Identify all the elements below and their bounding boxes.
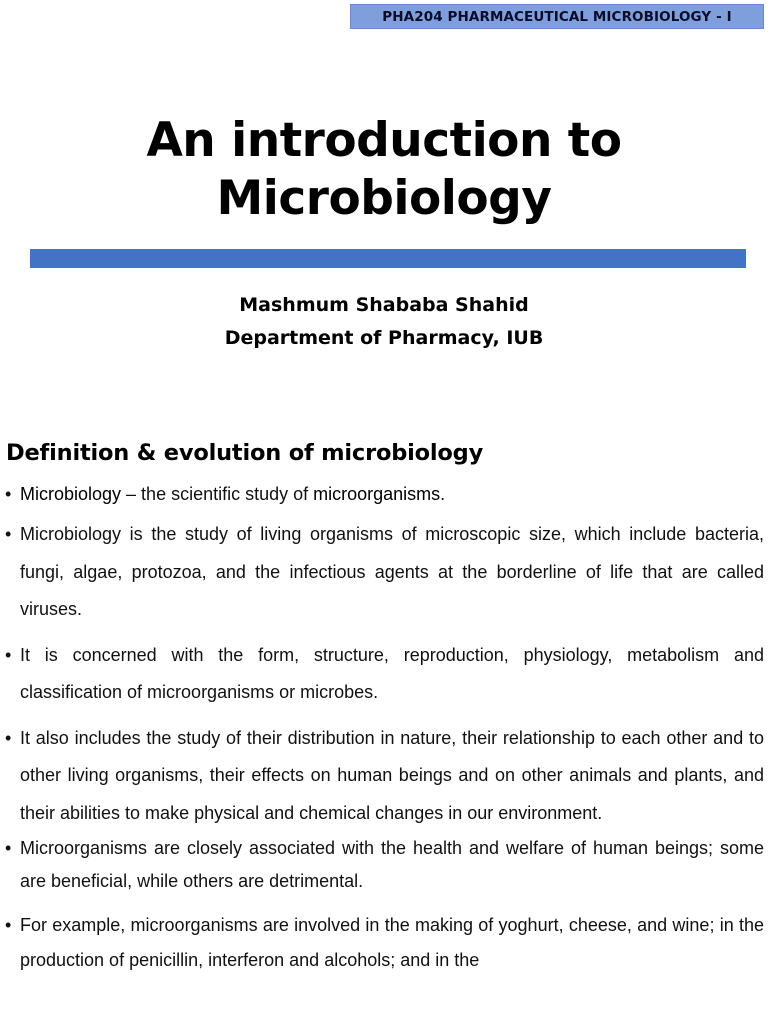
bullet-icon: • <box>5 644 12 665</box>
list-item-text: Microorganisms are closely associated with the health and welfare of human beings; some are beneficial, while others are detrimental. <box>20 838 764 891</box>
bullet-icon: • <box>5 915 12 935</box>
course-banner <box>350 4 764 29</box>
title-line-2: Microbiology <box>216 171 552 226</box>
list-item <box>0 478 768 510</box>
course-label: PHA204 PHARMACEUTICAL MICROBIOLOGY - I <box>382 8 732 25</box>
term-microorganisms: microorganisms <box>313 484 441 504</box>
bullet-icon: • <box>5 484 12 504</box>
list-item-text: For example, microorganisms are involved in the making of yoghurt, cheese, and wine; in the production of penicillin, interferon and alcohols; and in the <box>20 915 764 970</box>
list-item <box>0 832 768 898</box>
title-line-1: An introduction to <box>146 113 622 168</box>
definition-bullet-list <box>0 478 768 978</box>
list-item-text: It is concerned with the form, structure, reproduction, physiology, metabolism and classification of microorganisms or microbes. <box>20 644 764 702</box>
section-heading: Definition & evolution of microbiology <box>6 440 484 466</box>
list-item <box>0 720 768 833</box>
bullet-icon: • <box>5 838 12 858</box>
page-title <box>0 112 768 228</box>
list-item <box>0 637 768 712</box>
list-item-text: Microbiology is the study of living organisms of microscopic size, which include bacteria, fungi, algae, protozoa, and the infectious agents at the borderline of life that are called viruses. <box>20 524 764 619</box>
title-divider-bar <box>30 249 746 268</box>
author-name: Mashmum Shababa Shahid <box>239 294 529 316</box>
list-item-text: It also includes the study of their distribution in nature, their relationship to each other and to other living organisms, their effects on human beings and on other animals and plants, and their abilities to make physical and chemical changes in our environment. <box>20 727 764 823</box>
list-item <box>0 908 768 978</box>
definition-end: . <box>440 484 446 504</box>
definition-text: – the scientific study of <box>121 484 314 504</box>
bullet-icon: • <box>5 727 12 748</box>
author-block <box>0 289 768 355</box>
list-item <box>0 516 768 629</box>
term-microbiology: Microbiology <box>20 484 122 504</box>
author-department: Department of Pharmacy, IUB <box>224 327 544 349</box>
bullet-icon: • <box>5 524 12 544</box>
